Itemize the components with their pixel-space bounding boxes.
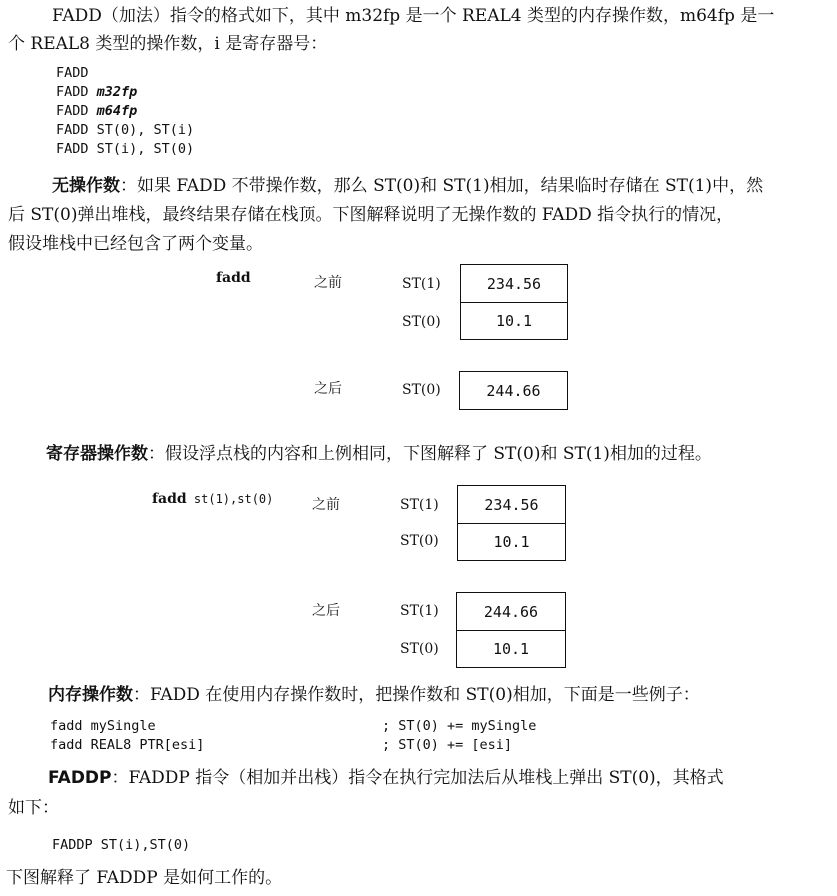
no-operand-line-3: 假设堆栈中已经包含了两个变量。	[8, 234, 263, 254]
register-label: ST(1)	[400, 603, 439, 619]
before-label: 之前	[314, 275, 342, 291]
register-label: ST(0)	[402, 314, 441, 330]
faddp-closing: 下图解释了 FADDP 是如何工作的。	[6, 868, 283, 888]
syntax-line: FADD m32fp	[56, 84, 138, 100]
after-label: 之后	[314, 381, 342, 397]
memory-operand-line: 内存操作数：FADD 在使用内存操作数时，把操作数和 ST(0)相加，下面是一些例子：	[48, 685, 700, 705]
faddp-line-2: 如下：	[8, 798, 59, 818]
faddp-line-1: FADDP：FADDP 指令（相加并出栈）指令在执行完加法后从堆栈上弹出 ST(0)，其格式	[48, 768, 724, 788]
stack-cell: 244.66	[456, 592, 566, 631]
syntax-line: FADD ST(0), ST(i)	[56, 122, 195, 138]
intro-line-1: FADD（加法）指令的格式如下，其中 m32fp 是一个 REAL4 类型的内存操作数，m64fp 是一	[52, 6, 775, 26]
register-operand-line: 寄存器操作数：假设浮点栈的内容和上例相同，下图解释了 ST(0)和 ST(1)相加的过程。	[46, 444, 712, 464]
before-label: 之前	[312, 497, 340, 513]
no-operand-line-2: 后 ST(0)弹出堆栈，最终结果存储在栈顶。下图解释说明了无操作数的 FADD 指令执行的情况，	[8, 205, 734, 225]
register-label: ST(0)	[402, 382, 441, 398]
register-label: ST(0)	[400, 641, 439, 657]
diagram-instruction: fadd st(1),st(0)	[152, 491, 274, 507]
stack-cell: 10.1	[460, 302, 568, 340]
example-comment: ; ST(0) += mySingle	[382, 718, 537, 734]
syntax-line: FADD	[56, 65, 89, 81]
faddp-syntax: FADDP ST(i),ST(0)	[52, 837, 191, 853]
example-code: fadd mySingle	[50, 718, 156, 734]
register-label: ST(1)	[402, 276, 441, 292]
stack-cell: 10.1	[456, 630, 566, 668]
example-code: fadd REAL8 PTR[esi]	[50, 737, 205, 753]
syntax-line: FADD ST(i), ST(0)	[56, 141, 195, 157]
no-operand-line-1: 无操作数：如果 FADD 不带操作数，那么 ST(0)和 ST(1)相加，结果临时存储在 ST(1)中，然	[52, 176, 764, 196]
intro-line-2: 个 REAL8 类型的操作数，i 是寄存器号：	[8, 34, 328, 54]
example-comment: ; ST(0) += [esi]	[382, 737, 513, 753]
register-label: ST(1)	[400, 497, 439, 513]
register-label: ST(0)	[400, 533, 439, 549]
syntax-line: FADD m64fp	[56, 103, 138, 119]
stack-cell: 234.56	[457, 485, 566, 524]
after-label: 之后	[312, 603, 340, 619]
stack-cell: 10.1	[457, 523, 566, 561]
stack-cell: 244.66	[459, 371, 568, 410]
diagram-instruction: fadd	[216, 270, 251, 286]
stack-cell: 234.56	[460, 264, 568, 303]
syntax-block	[56, 64, 194, 159]
